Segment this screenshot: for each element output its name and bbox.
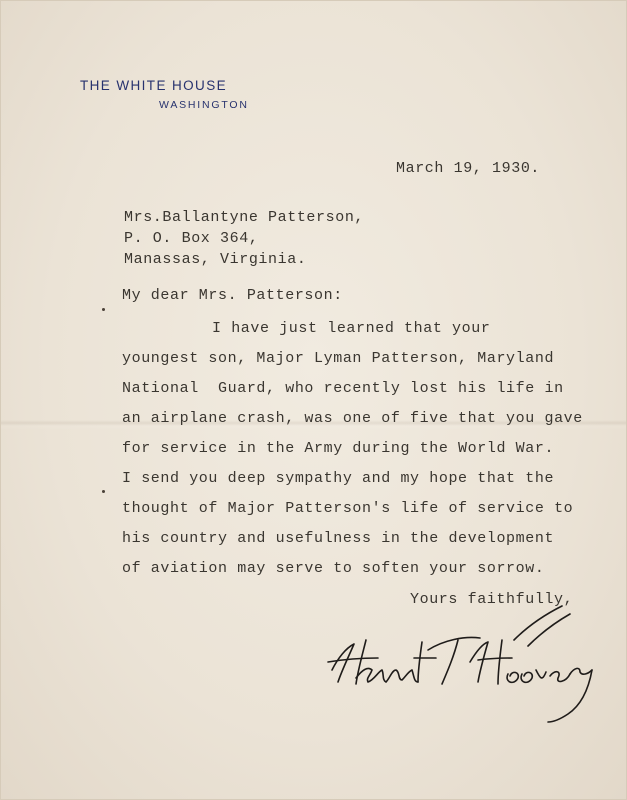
letterhead-subtitle: WASHINGTON (159, 99, 249, 111)
salutation: My dear Mrs. Patterson: (122, 287, 343, 304)
closing: Yours faithfully, (410, 591, 574, 608)
recipient-city-state: Manassas, Virginia. (124, 251, 307, 268)
body-line: I send you deep sympathy and my hope that the (122, 470, 555, 487)
body-line: an airplane crash, was one of five that you gave (122, 410, 583, 427)
body-line: his country and usefulness in the development (122, 530, 555, 547)
recipient-po-box: P. O. Box 364, (124, 230, 259, 247)
recipient-name: Mrs.Ballantyne Patterson, (124, 209, 365, 226)
body-line: thought of Major Patterson's life of service to (122, 500, 574, 517)
paper-speck (102, 490, 105, 493)
body-line: for service in the Army during the World War. (122, 440, 555, 457)
letterhead-title: THE WHITE HOUSE (80, 78, 228, 93)
paper-speck (102, 308, 105, 311)
body-line: National Guard, who recently lost his life in (122, 380, 564, 397)
body-line: youngest son, Major Lyman Patterson, Maryland (122, 350, 555, 367)
letter-date: March 19, 1930. (396, 160, 541, 177)
handwritten-signature (318, 600, 598, 725)
body-line: of aviation may serve to soften your sorrow. (122, 560, 545, 577)
body-line: I have just learned that your (212, 320, 491, 337)
